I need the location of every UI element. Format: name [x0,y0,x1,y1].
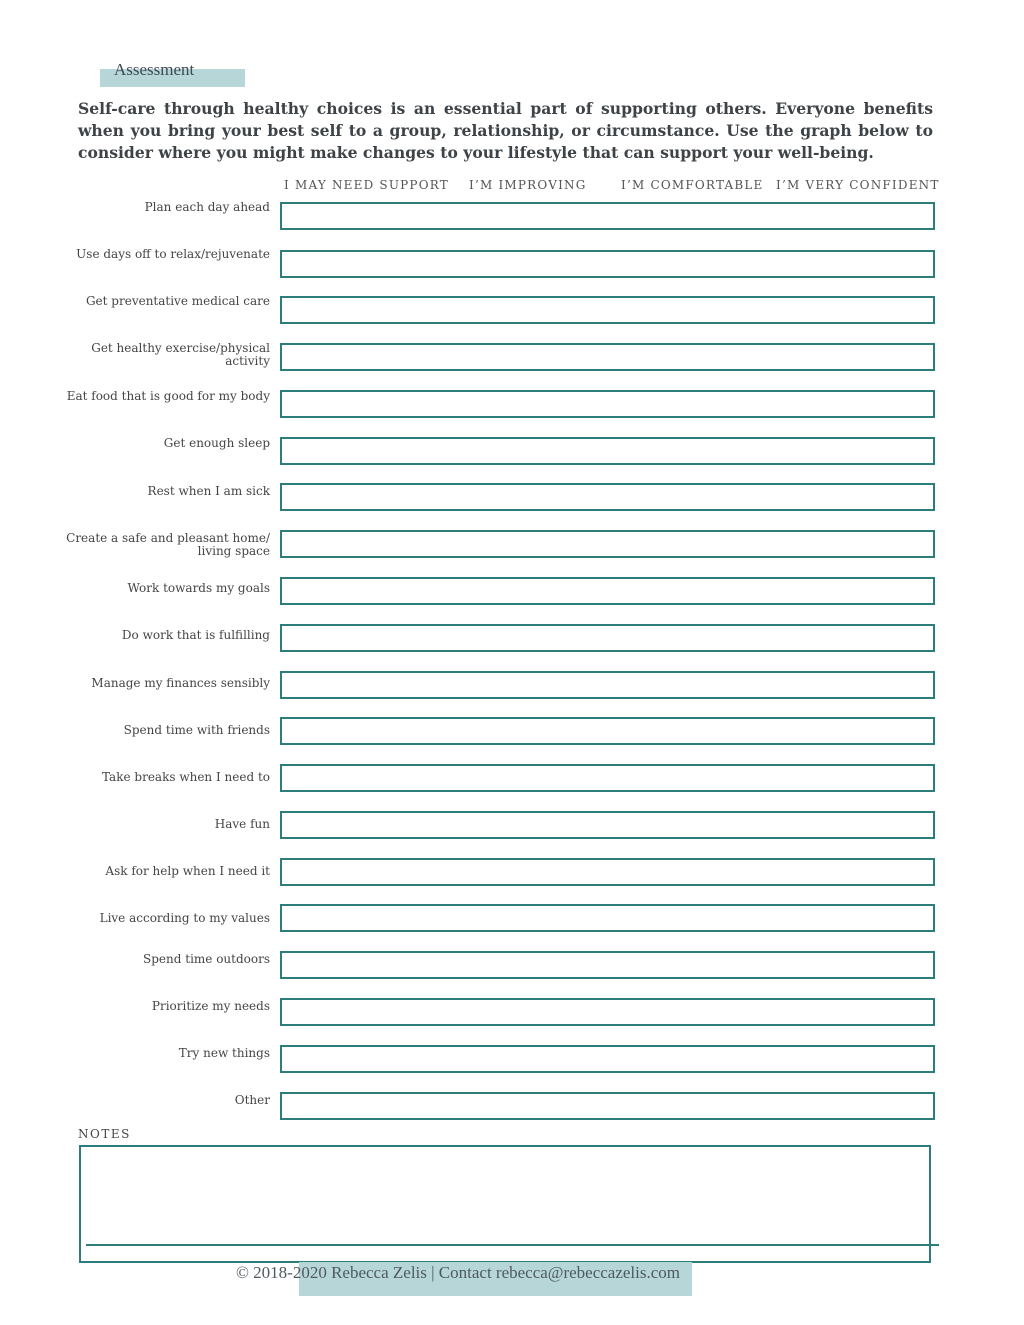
item-rating-bar[interactable] [280,858,935,886]
scale-heading-improving: I’M IMPROVING [469,178,587,192]
item-rating-bar[interactable] [280,998,935,1026]
item-label: Use days off to relax/rejuvenate [76,247,270,261]
item-rating-bar[interactable] [280,483,935,511]
footer-copyright: © 2018-2020 Rebecca Zelis | Contact rebecca@rebeccazelis.com [236,1263,681,1282]
item-label: Try new things [178,1046,270,1060]
item-rating-bar[interactable] [280,437,935,465]
item-label: Rest when I am sick [147,484,270,498]
item-rating-bar[interactable] [280,250,935,278]
item-rating-bar[interactable] [280,811,935,839]
item-rating-bar[interactable] [280,624,935,652]
assessment-tab-label: Assessment [114,60,195,79]
item-label: Plan each day ahead [144,200,270,214]
notes-label: NOTES [78,1127,131,1141]
item-rating-bar[interactable] [280,390,935,418]
scale-heading-very-confident: I’M VERY CONFIDENT [776,178,940,192]
intro-paragraph: Self-care through healthy choices is an essential part of supporting others. Everyone benefits when you bring your best self to a group, relationship, or circumstance. Use the graph below to consider where you might make changes to your lifestyle that can support your well-being. [78,99,933,162]
item-rating-bar[interactable] [280,577,935,605]
item-rating-bar[interactable] [280,296,935,324]
item-rating-bar[interactable] [280,530,935,558]
item-label: Get enough sleep [163,436,270,450]
item-label: Prioritize my needs [151,999,270,1013]
item-label: Create a safe and pleasant home/ living space [66,531,270,558]
item-rating-bar[interactable] [280,1045,935,1073]
item-label: Work towards my goals [127,581,270,595]
item-rating-bar[interactable] [280,764,935,792]
footer-divider [86,1244,939,1246]
item-label: Spend time outdoors [143,952,270,966]
item-rating-bar[interactable] [280,904,935,932]
item-label: Have fun [214,817,270,831]
item-rating-bar[interactable] [280,717,935,745]
item-label: Take breaks when I need to [101,770,270,784]
item-rating-bar[interactable] [280,343,935,371]
item-label: Ask for help when I need it [105,864,270,878]
item-label: Spend time with friends [123,723,270,737]
item-rating-bar[interactable] [280,1092,935,1120]
scale-heading-need-support: I MAY NEED SUPPORT [284,178,449,192]
item-rating-bar[interactable] [280,951,935,979]
item-rating-bar[interactable] [280,202,935,230]
item-label: Get preventative medical care [85,294,270,308]
item-label: Other [234,1093,270,1107]
item-label: Do work that is fulfilling [121,628,270,642]
scale-heading-comfortable: I’M COMFORTABLE [621,178,764,192]
item-label: Eat food that is good for my body [66,389,270,403]
item-label: Live according to my values [99,911,270,925]
item-label: Get healthy exercise/physical activity [91,341,270,368]
item-rating-bar[interactable] [280,671,935,699]
item-label: Manage my finances sensibly [91,676,270,690]
